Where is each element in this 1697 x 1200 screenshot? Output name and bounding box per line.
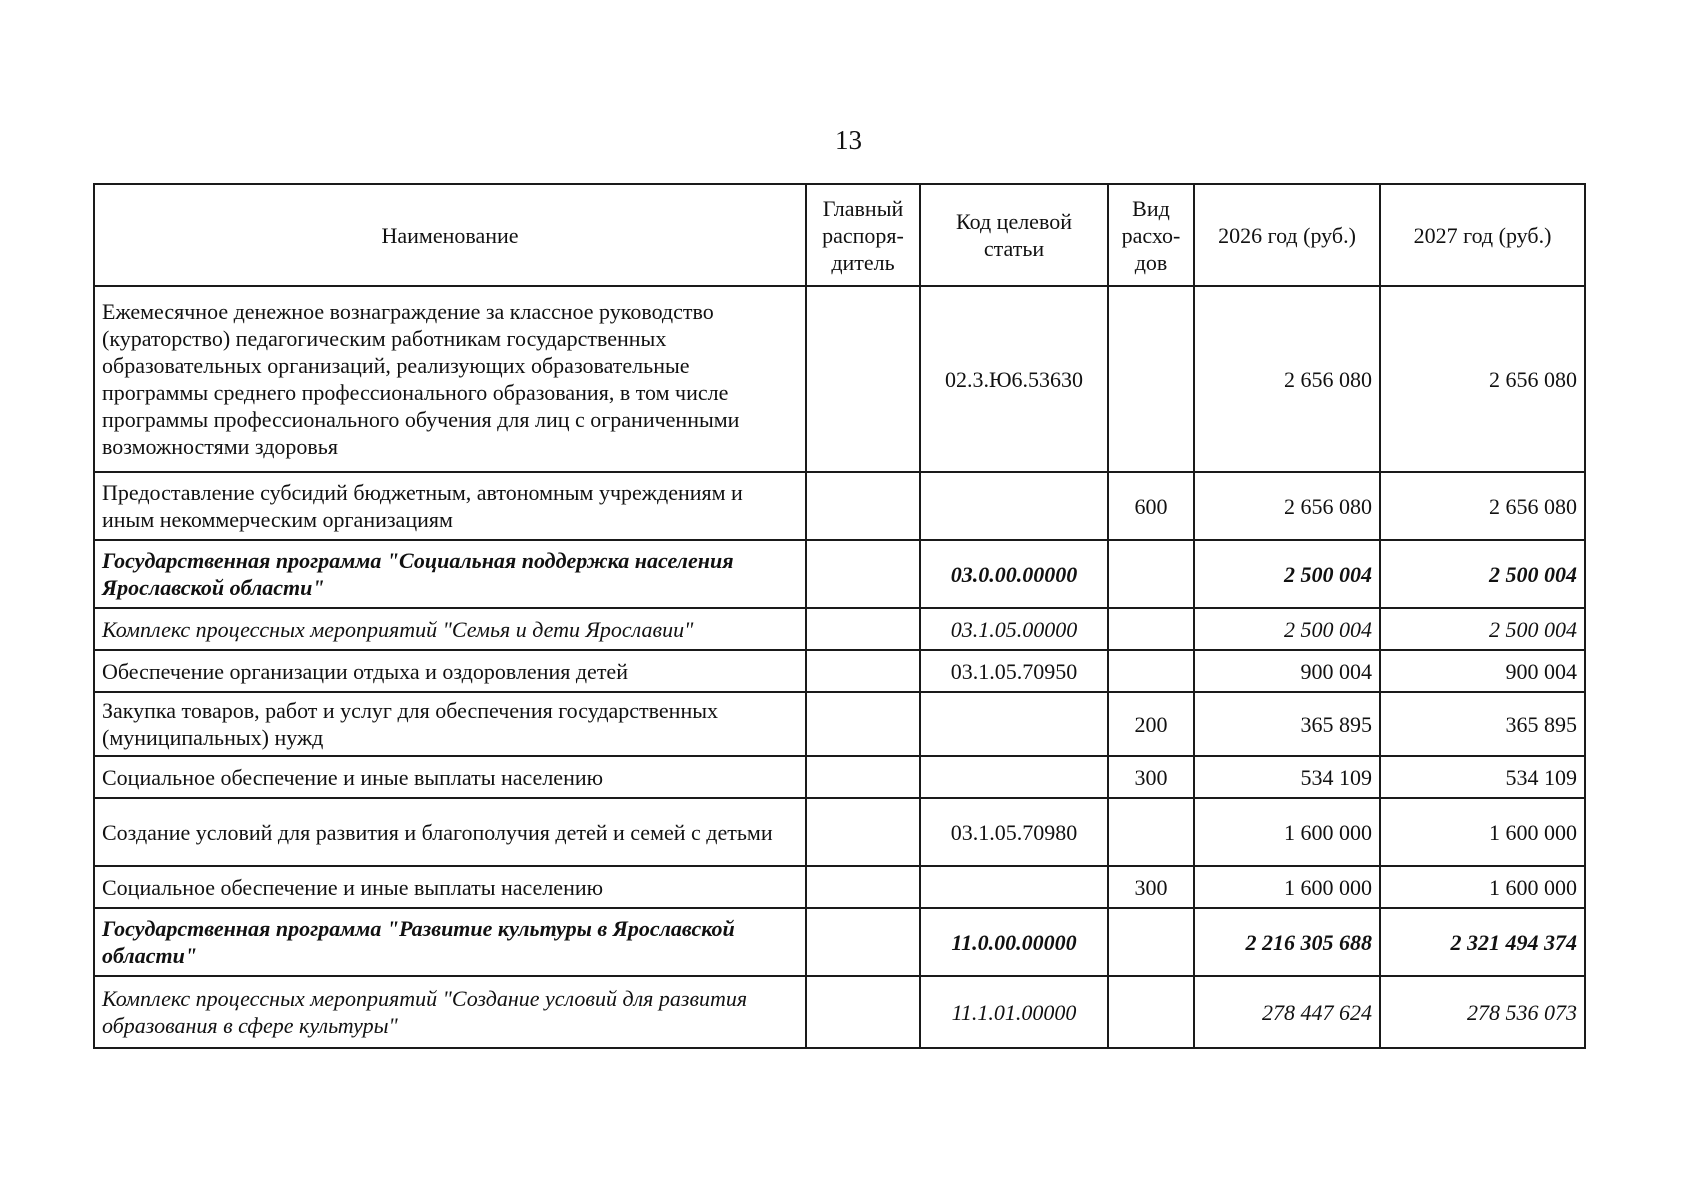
cell-name: Социальное обеспечение и иные выплаты населению: [94, 756, 806, 798]
cell-year-2026: 2 216 305 688: [1194, 908, 1380, 976]
table-row: [94, 976, 1585, 1048]
table-row: [94, 692, 1585, 756]
header-year-2027: 2027 год (руб.): [1380, 184, 1585, 286]
cell-vid: [1108, 286, 1194, 472]
cell-grbs: [806, 608, 920, 650]
cell-grbs: [806, 286, 920, 472]
table-row: [94, 608, 1585, 650]
cell-name: Ежемесячное денежное вознаграждение за классное руководство (кураторство) педагогическим работникам государственных образовательных организаций, реализующих образовательные программы среднего профессионального образования, в том числе программы профессионального обучения для лиц с ограниченными возможностями здоровья: [94, 286, 806, 472]
table-row: [94, 866, 1585, 908]
cell-name: Комплекс процессных мероприятий "Семья и дети Ярославии": [94, 608, 806, 650]
table-row: [94, 650, 1585, 692]
cell-vid: 600: [1108, 472, 1194, 540]
table-row: [94, 472, 1585, 540]
cell-year-2027: 2 500 004: [1380, 540, 1585, 608]
cell-year-2027: 534 109: [1380, 756, 1585, 798]
cell-year-2026: 534 109: [1194, 756, 1380, 798]
cell-year-2027: 2 656 080: [1380, 286, 1585, 472]
cell-grbs: [806, 908, 920, 976]
cell-year-2027: 2 500 004: [1380, 608, 1585, 650]
cell-code: [920, 756, 1108, 798]
cell-year-2027: 278 536 073: [1380, 976, 1585, 1048]
cell-name: Обеспечение организации отдыха и оздоровления детей: [94, 650, 806, 692]
cell-year-2026: 1 600 000: [1194, 866, 1380, 908]
cell-year-2026: 1 600 000: [1194, 798, 1380, 866]
table-row: [94, 908, 1585, 976]
cell-year-2027: 2 656 080: [1380, 472, 1585, 540]
header-code: Код целевой статьи: [920, 184, 1108, 286]
cell-year-2027: 365 895: [1380, 692, 1585, 756]
cell-code: 03.1.05.00000: [920, 608, 1108, 650]
cell-year-2026: 2 500 004: [1194, 608, 1380, 650]
cell-vid: 300: [1108, 756, 1194, 798]
header-vid: Вид расхо-дов: [1108, 184, 1194, 286]
cell-code: 02.3.Ю6.53630: [920, 286, 1108, 472]
cell-year-2026: 2 500 004: [1194, 540, 1380, 608]
cell-grbs: [806, 866, 920, 908]
cell-name: Предоставление субсидий бюджетным, автономным учреждениям и иным некоммерческим организациям: [94, 472, 806, 540]
cell-code: 03.1.05.70980: [920, 798, 1108, 866]
cell-grbs: [806, 798, 920, 866]
cell-code: 03.0.00.00000: [920, 540, 1108, 608]
table-row: [94, 286, 1585, 472]
cell-vid: [1108, 650, 1194, 692]
table-row: [94, 798, 1585, 866]
cell-name: Закупка товаров, работ и услуг для обеспечения государственных (муниципальных) нужд: [94, 692, 806, 756]
cell-grbs: [806, 540, 920, 608]
cell-year-2027: 1 600 000: [1380, 866, 1585, 908]
cell-grbs: [806, 650, 920, 692]
table-header-row: [94, 184, 1585, 286]
cell-grbs: [806, 692, 920, 756]
cell-code: 11.0.00.00000: [920, 908, 1108, 976]
header-year-2026: 2026 год (руб.): [1194, 184, 1380, 286]
table-row: [94, 540, 1585, 608]
cell-vid: [1108, 976, 1194, 1048]
budget-table: [93, 183, 1586, 1049]
cell-code: 11.1.01.00000: [920, 976, 1108, 1048]
page-number: 13: [835, 125, 862, 155]
cell-year-2027: 1 600 000: [1380, 798, 1585, 866]
table-body: [94, 286, 1585, 1048]
cell-name: Создание условий для развития и благополучия детей и семей с детьми: [94, 798, 806, 866]
cell-vid: [1108, 540, 1194, 608]
header-grbs: Главный распоря-дитель: [806, 184, 920, 286]
cell-year-2027: 2 321 494 374: [1380, 908, 1585, 976]
cell-year-2026: 900 004: [1194, 650, 1380, 692]
cell-year-2026: 2 656 080: [1194, 472, 1380, 540]
cell-vid: 200: [1108, 692, 1194, 756]
cell-year-2026: 365 895: [1194, 692, 1380, 756]
cell-code: [920, 692, 1108, 756]
cell-name: Государственная программа "Развитие культуры в Ярославской области": [94, 908, 806, 976]
cell-year-2027: 900 004: [1380, 650, 1585, 692]
cell-grbs: [806, 976, 920, 1048]
cell-code: 03.1.05.70950: [920, 650, 1108, 692]
cell-name: Комплекс процессных мероприятий "Создание условий для развития образования в сфере культуры": [94, 976, 806, 1048]
cell-code: [920, 472, 1108, 540]
header-name: Наименование: [94, 184, 806, 286]
cell-vid: [1108, 798, 1194, 866]
cell-year-2026: 278 447 624: [1194, 976, 1380, 1048]
cell-vid: [1108, 608, 1194, 650]
cell-grbs: [806, 756, 920, 798]
table-row: [94, 756, 1585, 798]
cell-name: Государственная программа "Социальная поддержка населения Ярославской области": [94, 540, 806, 608]
cell-name: Социальное обеспечение и иные выплаты населению: [94, 866, 806, 908]
cell-year-2026: 2 656 080: [1194, 286, 1380, 472]
cell-vid: 300: [1108, 866, 1194, 908]
cell-vid: [1108, 908, 1194, 976]
cell-code: [920, 866, 1108, 908]
cell-grbs: [806, 472, 920, 540]
